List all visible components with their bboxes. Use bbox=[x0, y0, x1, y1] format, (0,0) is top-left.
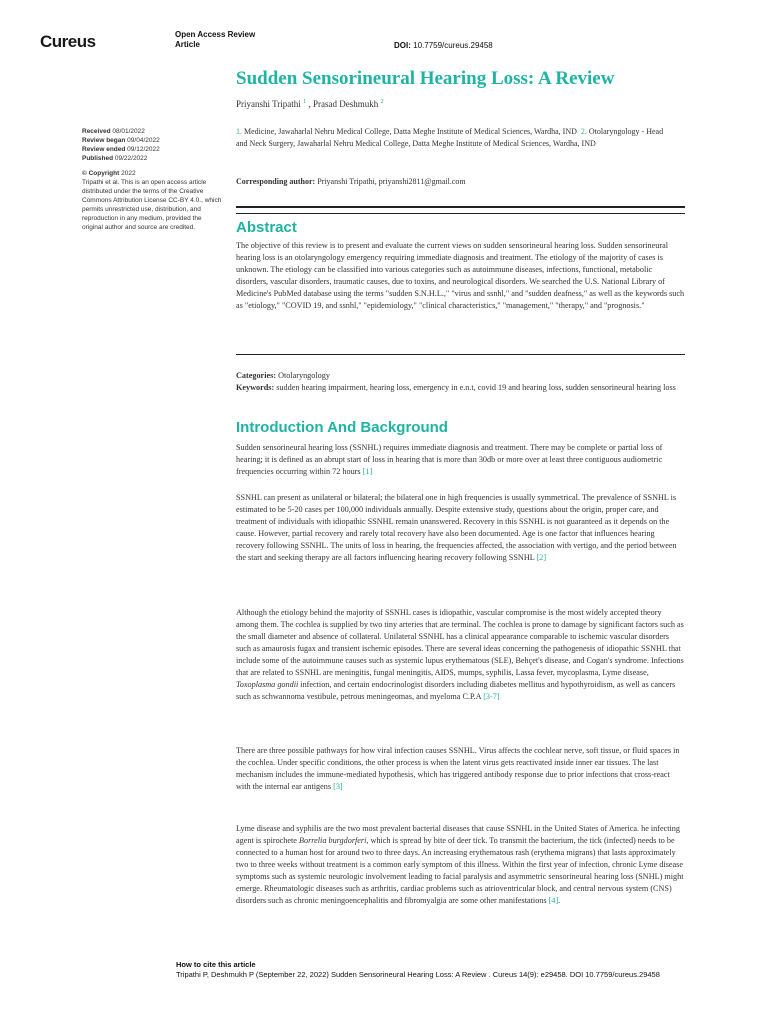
cite-text: Tripathi P, Deshmukh P (September 22, 2022) Sudden Sensorineural Hearing Loss: A Review . Cureus 14(9): e29458. DOI 10.7759/cureus.29458 bbox=[176, 970, 660, 979]
article-type bbox=[175, 30, 255, 50]
doi-label: DOI: bbox=[394, 41, 411, 50]
keywords-value: sudden hearing impairment, hearing loss, emergency in e.n.t, covid 19 and hearing loss, sudden sensorineural hearing loss bbox=[276, 383, 676, 392]
corr-value[interactable]: Priyanshi Tripathi, priyanshi2811@gmail.com bbox=[317, 177, 466, 186]
review-began-date: 09/04/2022 bbox=[127, 137, 160, 144]
citation-link[interactable]: [2] bbox=[536, 553, 547, 562]
received-label: Received bbox=[82, 128, 111, 135]
copyright-year: 2022 bbox=[121, 170, 136, 177]
author-2-affil-marker[interactable]: 2 bbox=[380, 98, 384, 105]
intro-paragraph-3 bbox=[236, 607, 685, 703]
corresponding-author bbox=[236, 177, 686, 186]
article-type-line2: Article bbox=[175, 40, 200, 49]
intro-p5-italic: Borrelia burgdorferi, bbox=[298, 836, 369, 845]
categories-row bbox=[236, 370, 685, 382]
copyright-label: © Copyright bbox=[82, 170, 120, 177]
intro-paragraph-4 bbox=[236, 745, 685, 793]
received-date: 08/01/2022 bbox=[112, 128, 145, 135]
keywords-row bbox=[236, 382, 685, 394]
review-ended-row bbox=[82, 145, 222, 154]
article-title: Sudden Sensorineural Hearing Loss: A Review bbox=[236, 68, 615, 89]
cureus-logo[interactable]: Cureus bbox=[40, 32, 96, 51]
intro-p1-text: Sudden sensorineural hearing loss (SSNHL) requires immediate diagnosis and treatment. There may be complete or partial loss of hearing; it is defined as an abrupt start of loss in hearing that is more than 30db or more over at least three contiguous audiometric frequencies occurring within 72 hours bbox=[236, 443, 663, 476]
copyright-row bbox=[82, 169, 222, 178]
header-doi bbox=[394, 41, 493, 50]
review-ended-label: Review ended bbox=[82, 146, 126, 153]
abstract-heading: Abstract bbox=[236, 219, 297, 236]
affil-1-text: Medicine, Jawaharlal Nehru Medical College, Datta Meghe Institute of Medical Sciences, Wardha, IND bbox=[244, 127, 577, 136]
divider-double bbox=[236, 206, 685, 214]
categories-value[interactable]: Otolaryngology bbox=[278, 371, 330, 380]
intro-p3-italic: Toxoplasma gondii bbox=[236, 680, 299, 689]
categories-label: Categories: bbox=[236, 371, 277, 380]
citation-link[interactable]: [4] bbox=[548, 896, 559, 905]
article-type-line1: Open Access Review bbox=[175, 30, 256, 39]
citation-link[interactable]: [3] bbox=[333, 782, 343, 791]
received-row bbox=[82, 127, 222, 136]
affiliations bbox=[236, 126, 666, 149]
affil-2-number: 2. bbox=[580, 127, 587, 136]
intro-p5-end: . bbox=[558, 896, 561, 905]
intro-paragraph-1 bbox=[236, 442, 685, 478]
published-date: 09/22/2022 bbox=[114, 155, 148, 162]
affil-1-number: 1. bbox=[236, 127, 242, 136]
sidebar-history bbox=[82, 127, 222, 232]
license-text: Tripathi et al. This is an open access article distributed under the terms of the Creative Commons Attribution License CC-BY 4.0., which permits unrestricted use, distribution, and reproduction in any medium, provided the original author and source are credited. bbox=[82, 179, 222, 231]
author-2[interactable]: , Prasad Deshmukh bbox=[308, 99, 379, 109]
author-1-affil-marker[interactable]: 1 bbox=[303, 98, 307, 105]
intro-p3-text-a: Although the etiology behind the majority of SSNHL cases is idiopathic, vascular compromise is the most widely accepted theory among them. The cochlea is supplied by two tiny arteries that are terminal. The cochlea is prone to damage by significant factors such as the small diameter and absence of collateral. Unilateral SSNHL has a clinical appearance comparable to ischemic vascular disorders such as amaurosis fugax and transient ischemic episodes. There are several ideas concerning the pathogenesis of idiopathic SSNHL that include some of the autoimmune causes such as systemic lupus erythematous (SLE), Behçet's disease, and Cogan's syndrome. Infections that are related to SSNHL are meningitis, fungal meningitis, AIDS, mumps, syphilis, Lassa fever, mycoplasma, Lyme disease, bbox=[236, 608, 684, 677]
divider-single bbox=[236, 354, 685, 355]
intro-p4-text: There are three possible pathways for how viral infection causes SSNHL. Virus affects the cochlear nerve, soft tissue, or fluid spaces in the cochlea. Under specific conditions, the other process is when the latent virus gets reactivated inside inner ear tissues. The last mechanism includes the immune-mediated hypothesis, which has triggered antibody response due to prior infections that cross-react with the internal ear antigens bbox=[236, 746, 680, 791]
author-list bbox=[236, 98, 384, 109]
intro-p5-text-a: Lyme disease and syphilis are the two most prevalent bacterial diseases that cause SSNHL in the United States of America. he infecting agent is spirochete bbox=[236, 824, 680, 845]
review-began-label: Review began bbox=[82, 137, 126, 144]
citation-link[interactable]: [1] bbox=[362, 467, 373, 476]
abstract-text: The objective of this review is to present and evaluate the current views on sudden sensorineural hearing loss. Sudden sensorineural hearing loss is an otolaryngology emergency requiring immediate diagnosis and treatment. The etiology of the majority of cases is unknown. The etiology can be classified into various categories such as autoimmune diseases, infections, functional, metabolic disorders, vascular disorders, traumatic causes, due to toxins, and neurological disorders. We searched the U.S. National Library of Medicine's PubMed database using the terms "sudden S.N.H.L.," "virus and ssnhl," and "sudden deafness," as well as the keywords such as "etiology," "COVID 19, and ssnhl," "epidemiology," "clinical characteristics," "management," "therapy," and "prognosis." bbox=[236, 241, 685, 310]
citation-link[interactable]: [3-7] bbox=[483, 692, 500, 701]
intro-p3-text-b: infection, and certain endocrinologist disorders including diabetes mellitus and hypothyroidism, as well as cancers such as schwannoma vestibule, petrous meningeomas, and myeloma C.P.A bbox=[236, 680, 676, 701]
intro-p5-text-b: which is spread by bite of deer tick. To transmit the bacterium, the tick (infected) needs to be connected to a human host for around two to three days. An increasing erythematous rash (erythema migrans) that lasts approximately two to three weeks without treatment is a common early symptom of this illness. Within the first year of infection, chronic Lyme disease symptoms such as systemic neurologic involvement leading to facial paralysis and asymmetric sensorineural hearing loss (SNHL) might emerge. Rheumatologic diseases such as arthritis, cardiac problems such as atrioventricular block, and central nervous system (CNS) disorders such as chronic meningoencephalitis and fibromyalgia are some other manifestations bbox=[236, 836, 684, 905]
keywords-label: Keywords: bbox=[236, 383, 275, 392]
author-1[interactable]: Priyanshi Tripathi bbox=[236, 99, 301, 109]
intro-heading: Introduction And Background bbox=[236, 419, 448, 436]
review-began-row bbox=[82, 136, 222, 145]
published-row bbox=[82, 154, 222, 163]
intro-paragraph-5 bbox=[236, 823, 685, 907]
cite-heading: How to cite this article bbox=[176, 960, 256, 969]
affil-2-text: Otolaryngology - Head and Neck Surgery, Jawaharlal Nehru Medical College, Datta Meghe Institute of Medical Sciences, Wardha, IND bbox=[236, 127, 664, 148]
intro-p2-text: SSNHL can present as unilateral or bilateral; the bilateral one in high frequencies is usually symmetrical. The prevalence of SSNHL is estimated to be 5-20 cases per 100,000 individuals annually. Despite extensive study, questions about the origin, proper care, and treatment of individuals with idiopathic SSNHL remain unanswered. Recovery in this SSNHL is not guaranteed as it depends on the cause. However, partial recovery and rarely total recovery have also been documented. Age is one factor that influences hearing recovery following SSNHL. The units of loss in hearing, the frequencies affected, the association with vertigo, and the period between the start and seeking therapy are all factors influencing hearing recovery following SSNHL bbox=[236, 493, 677, 562]
published-label: Published bbox=[82, 155, 114, 162]
intro-paragraph-2 bbox=[236, 492, 685, 564]
corr-label: Corresponding author: bbox=[236, 177, 316, 186]
article-meta bbox=[236, 370, 685, 394]
doi-value[interactable]: 10.7759/cureus.29458 bbox=[413, 41, 493, 50]
review-ended-date: 09/12/2022 bbox=[127, 146, 160, 153]
